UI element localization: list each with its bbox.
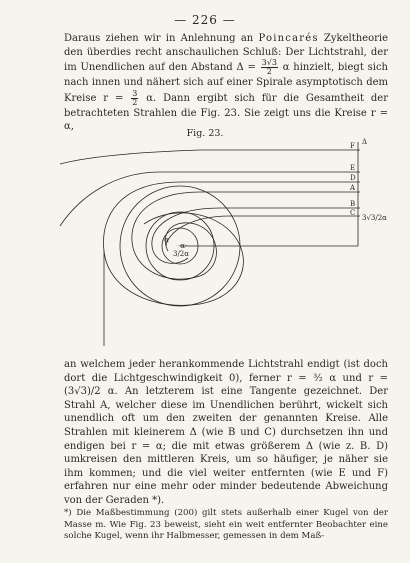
- fraction-radius: $\frac{3}{2}$: [132, 88, 138, 107]
- fraction-delta: $\frac{3√3}{2}$: [261, 58, 277, 77]
- ray-c: [166, 216, 360, 246]
- label-bracket: 3√3/2α: [362, 214, 387, 222]
- para1-text-b: Zykeltheorie den überdies recht anschaulichen Schluß: Der Lichtstrahl, der im Unendlichen auf den Abstand Δ =: [64, 33, 389, 74]
- para1-text-c: α hinzielt, biegt sich nach innen und nähert sich auf einer Spirale asymptotisch dem Kreise r =: [64, 62, 388, 104]
- label-center: ·α·: [178, 242, 188, 250]
- para1-text-d: α. Dann ergibt sich für die Gesamtheit der betrachteten Strahlen die Fig. 23. Sie zeigt uns die Kreise r = α,: [64, 92, 388, 133]
- label-F: F: [350, 142, 355, 150]
- poincare-name: Poincarés: [258, 33, 319, 44]
- paragraph-1: [64, 32, 388, 134]
- label-C: C: [350, 209, 356, 217]
- label-delta: Δ: [362, 138, 368, 146]
- label-middle: 3/2α: [173, 250, 189, 258]
- ray-d: [104, 182, 360, 305]
- label-B: B: [350, 200, 356, 208]
- page-number: — 226 —: [174, 13, 236, 27]
- footnote: *) Die Maßbestimmung (200) gilt stets außerhalb einer Kugel von der Masse m. Wie Fig. 23 beweist, sieht ein weit entfernter Beobachter eine solche Kugel, wenn ihr Halbmesser, gemessen in dem Maß-: [64, 508, 388, 542]
- para1-text-a: Daraus ziehen wir in Anlehnung an: [64, 33, 259, 44]
- figure-23-diagram: [60, 136, 387, 356]
- label-D: D: [350, 174, 356, 182]
- paragraph-2: an welchem jeder herankommende Lichtstrahl endigt (ist doch dort die Lichtgeschwindigkeit 0), ferner r = ³⁄₂ α und r = (3√3)/2 α. An letzterem ist eine Tangente gezeichnet. Der Strahl A, welcher diese im Unendlichen berührt, wickelt sich unendlich oft um den zweiten der genannten Kreise. Alle Strahlen mit kleinerem Δ (wie B und C) durchsetzen ihn und endigen bei r = α; die mit etwas größerem Δ (wie z. B. D) umkreisen den mittleren Kreis, um so häufiger, je näher sie ihm kommen; und die viel weiter entfernten (wie E und F) erfahren nur eine mehr oder minder bedeutende Abweichung von der Geraden *).: [64, 359, 388, 506]
- label-A: A: [350, 184, 356, 192]
- figure-caption: Fig. 23.: [186, 128, 224, 139]
- label-inner: α: [164, 236, 169, 244]
- ray-f: [60, 150, 360, 164]
- label-E: E: [350, 164, 356, 172]
